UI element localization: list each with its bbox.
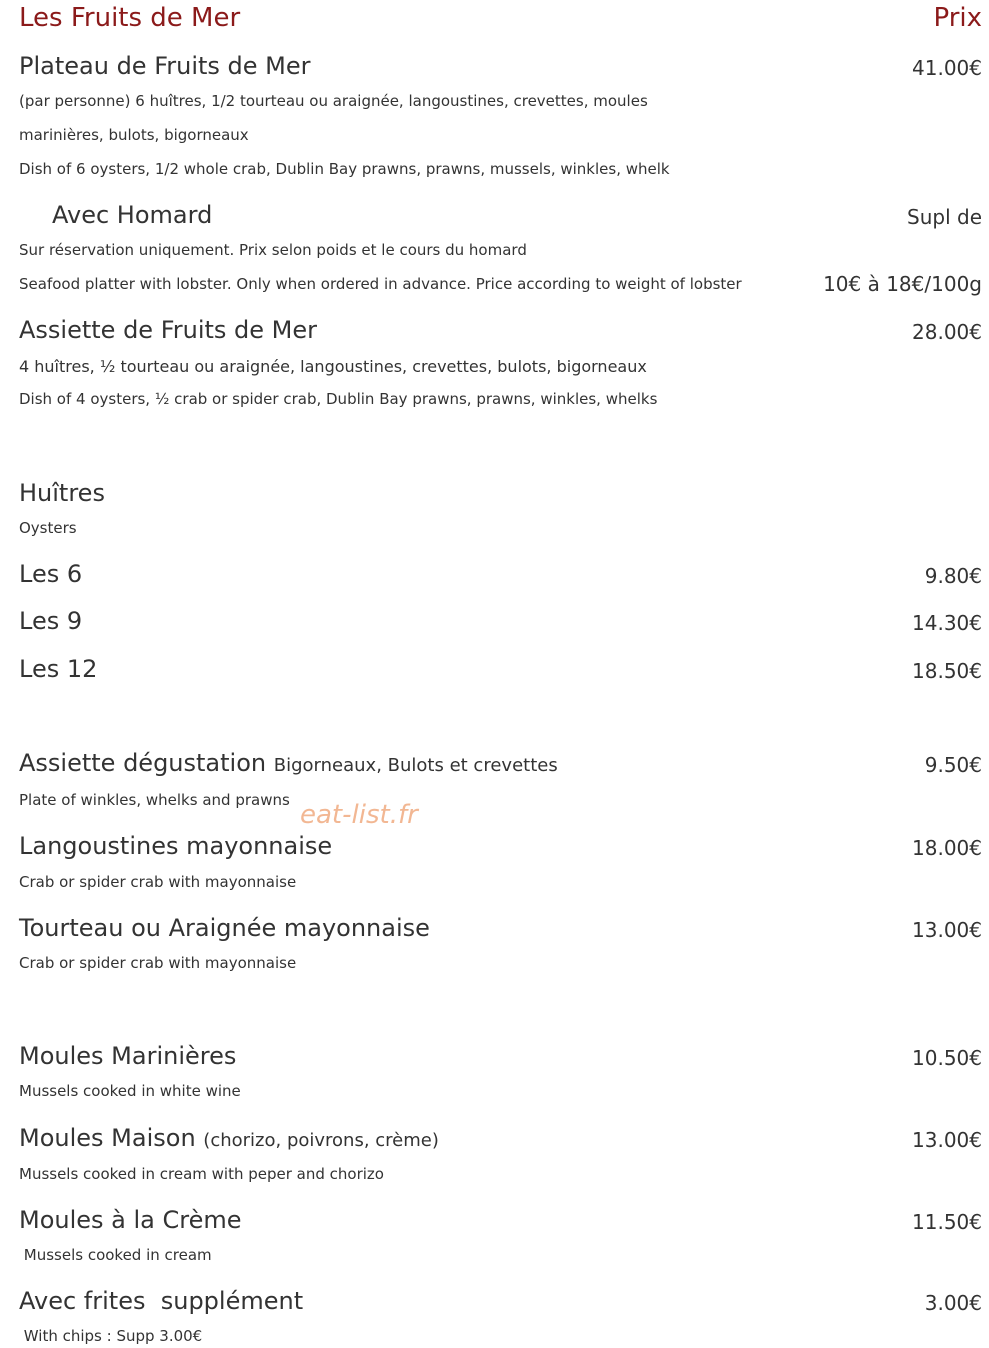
plateau-desc-en: Dish of 6 oysters, 1/2 whole crab, Dublin Bay prawns, prawns, mussels, winkles, whelk: [19, 160, 670, 178]
moules-maison-line: [19, 1124, 439, 1152]
assiette-desc-fr: 4 huîtres, ½ tourteau ou araignée, langoustines, crevettes, bulots, bigorneaux: [19, 357, 647, 376]
frites-name: Avec frites supplément: [19, 1287, 304, 1315]
assiette-desc-en: Dish of 4 oysters, ½ crab or spider crab, Dublin Bay prawns, prawns, winkles, whelks: [19, 390, 658, 408]
moules-maison-price: 13.00€: [912, 1128, 982, 1152]
plateau-desc-fr-1: (par personne) 6 huîtres, 1/2 tourteau ou araignée, langoustines, crevettes, moules: [19, 92, 648, 110]
moules-creme-name: Moules à la Crème: [19, 1206, 242, 1234]
frites-desc-en: With chips : Supp 3.00€: [19, 1327, 203, 1345]
assiette-price: 28.00€: [912, 320, 982, 344]
degustation-line: [19, 749, 558, 777]
moules-maison-name: Moules Maison: [19, 1124, 196, 1152]
langoustines-name: Langoustines mayonnaise: [19, 832, 333, 860]
degustation-price: 9.50€: [924, 753, 982, 777]
plateau-desc-fr-2: marinières, bulots, bigorneaux: [19, 126, 249, 144]
huitres-12-price: 18.50€: [912, 659, 982, 683]
plateau-price: 41.00€: [912, 56, 982, 80]
homard-price-line-2: 10€ à 18€/100g: [823, 272, 982, 296]
huitres-6-label: Les 6: [19, 560, 83, 588]
menu-title: Les Fruits de Mer: [19, 3, 241, 33]
langoustines-price: 18.00€: [912, 836, 982, 860]
homard-name: Avec Homard: [52, 201, 213, 229]
assiette-name: Assiette de Fruits de Mer: [19, 316, 318, 344]
frites-price: 3.00€: [924, 1291, 982, 1315]
price-column-label: Prix: [933, 3, 982, 33]
homard-price-line-1: Supl de: [907, 205, 982, 229]
huitres-12-label: Les 12: [19, 655, 98, 683]
tourteau-name: Tourteau ou Araignée mayonnaise: [19, 914, 430, 942]
moules-marinieres-name: Moules Marinières: [19, 1042, 237, 1070]
homard-desc-fr: Sur réservation uniquement. Prix selon poids et le cours du homard: [19, 241, 527, 259]
moules-maison-desc-en: Mussels cooked in cream with peper and chorizo: [19, 1165, 384, 1183]
huitres-6-price: 9.80€: [924, 564, 982, 588]
moules-maison-name-extra: (chorizo, poivrons, crème): [203, 1130, 439, 1151]
degustation-name-extra: Bigorneaux, Bulots et crevettes: [273, 755, 558, 776]
huitres-9-price: 14.30€: [912, 611, 982, 635]
moules-marinieres-price: 10.50€: [912, 1046, 982, 1070]
degustation-name: Assiette dégustation: [19, 749, 267, 777]
huitres-name: Huîtres: [19, 479, 105, 507]
moules-creme-desc-en: Mussels cooked in cream: [19, 1246, 212, 1264]
tourteau-desc-en: Crab or spider crab with mayonnaise: [19, 954, 297, 972]
moules-creme-price: 11.50€: [912, 1210, 982, 1234]
watermark-logo: eat-list.fr: [300, 800, 418, 830]
degustation-desc-en: Plate of winkles, whelks and prawns: [19, 791, 290, 809]
huitres-9-label: Les 9: [19, 607, 83, 635]
homard-desc-en: Seafood platter with lobster. Only when ordered in advance. Price according to weight of lobster: [19, 275, 742, 293]
moules-marinieres-desc-en: Mussels cooked in white wine: [19, 1082, 241, 1100]
langoustines-desc-en: Crab or spider crab with mayonnaise: [19, 873, 297, 891]
tourteau-price: 13.00€: [912, 918, 982, 942]
huitres-desc-en: Oysters: [19, 519, 77, 537]
plateau-name: Plateau de Fruits de Mer: [19, 52, 311, 80]
